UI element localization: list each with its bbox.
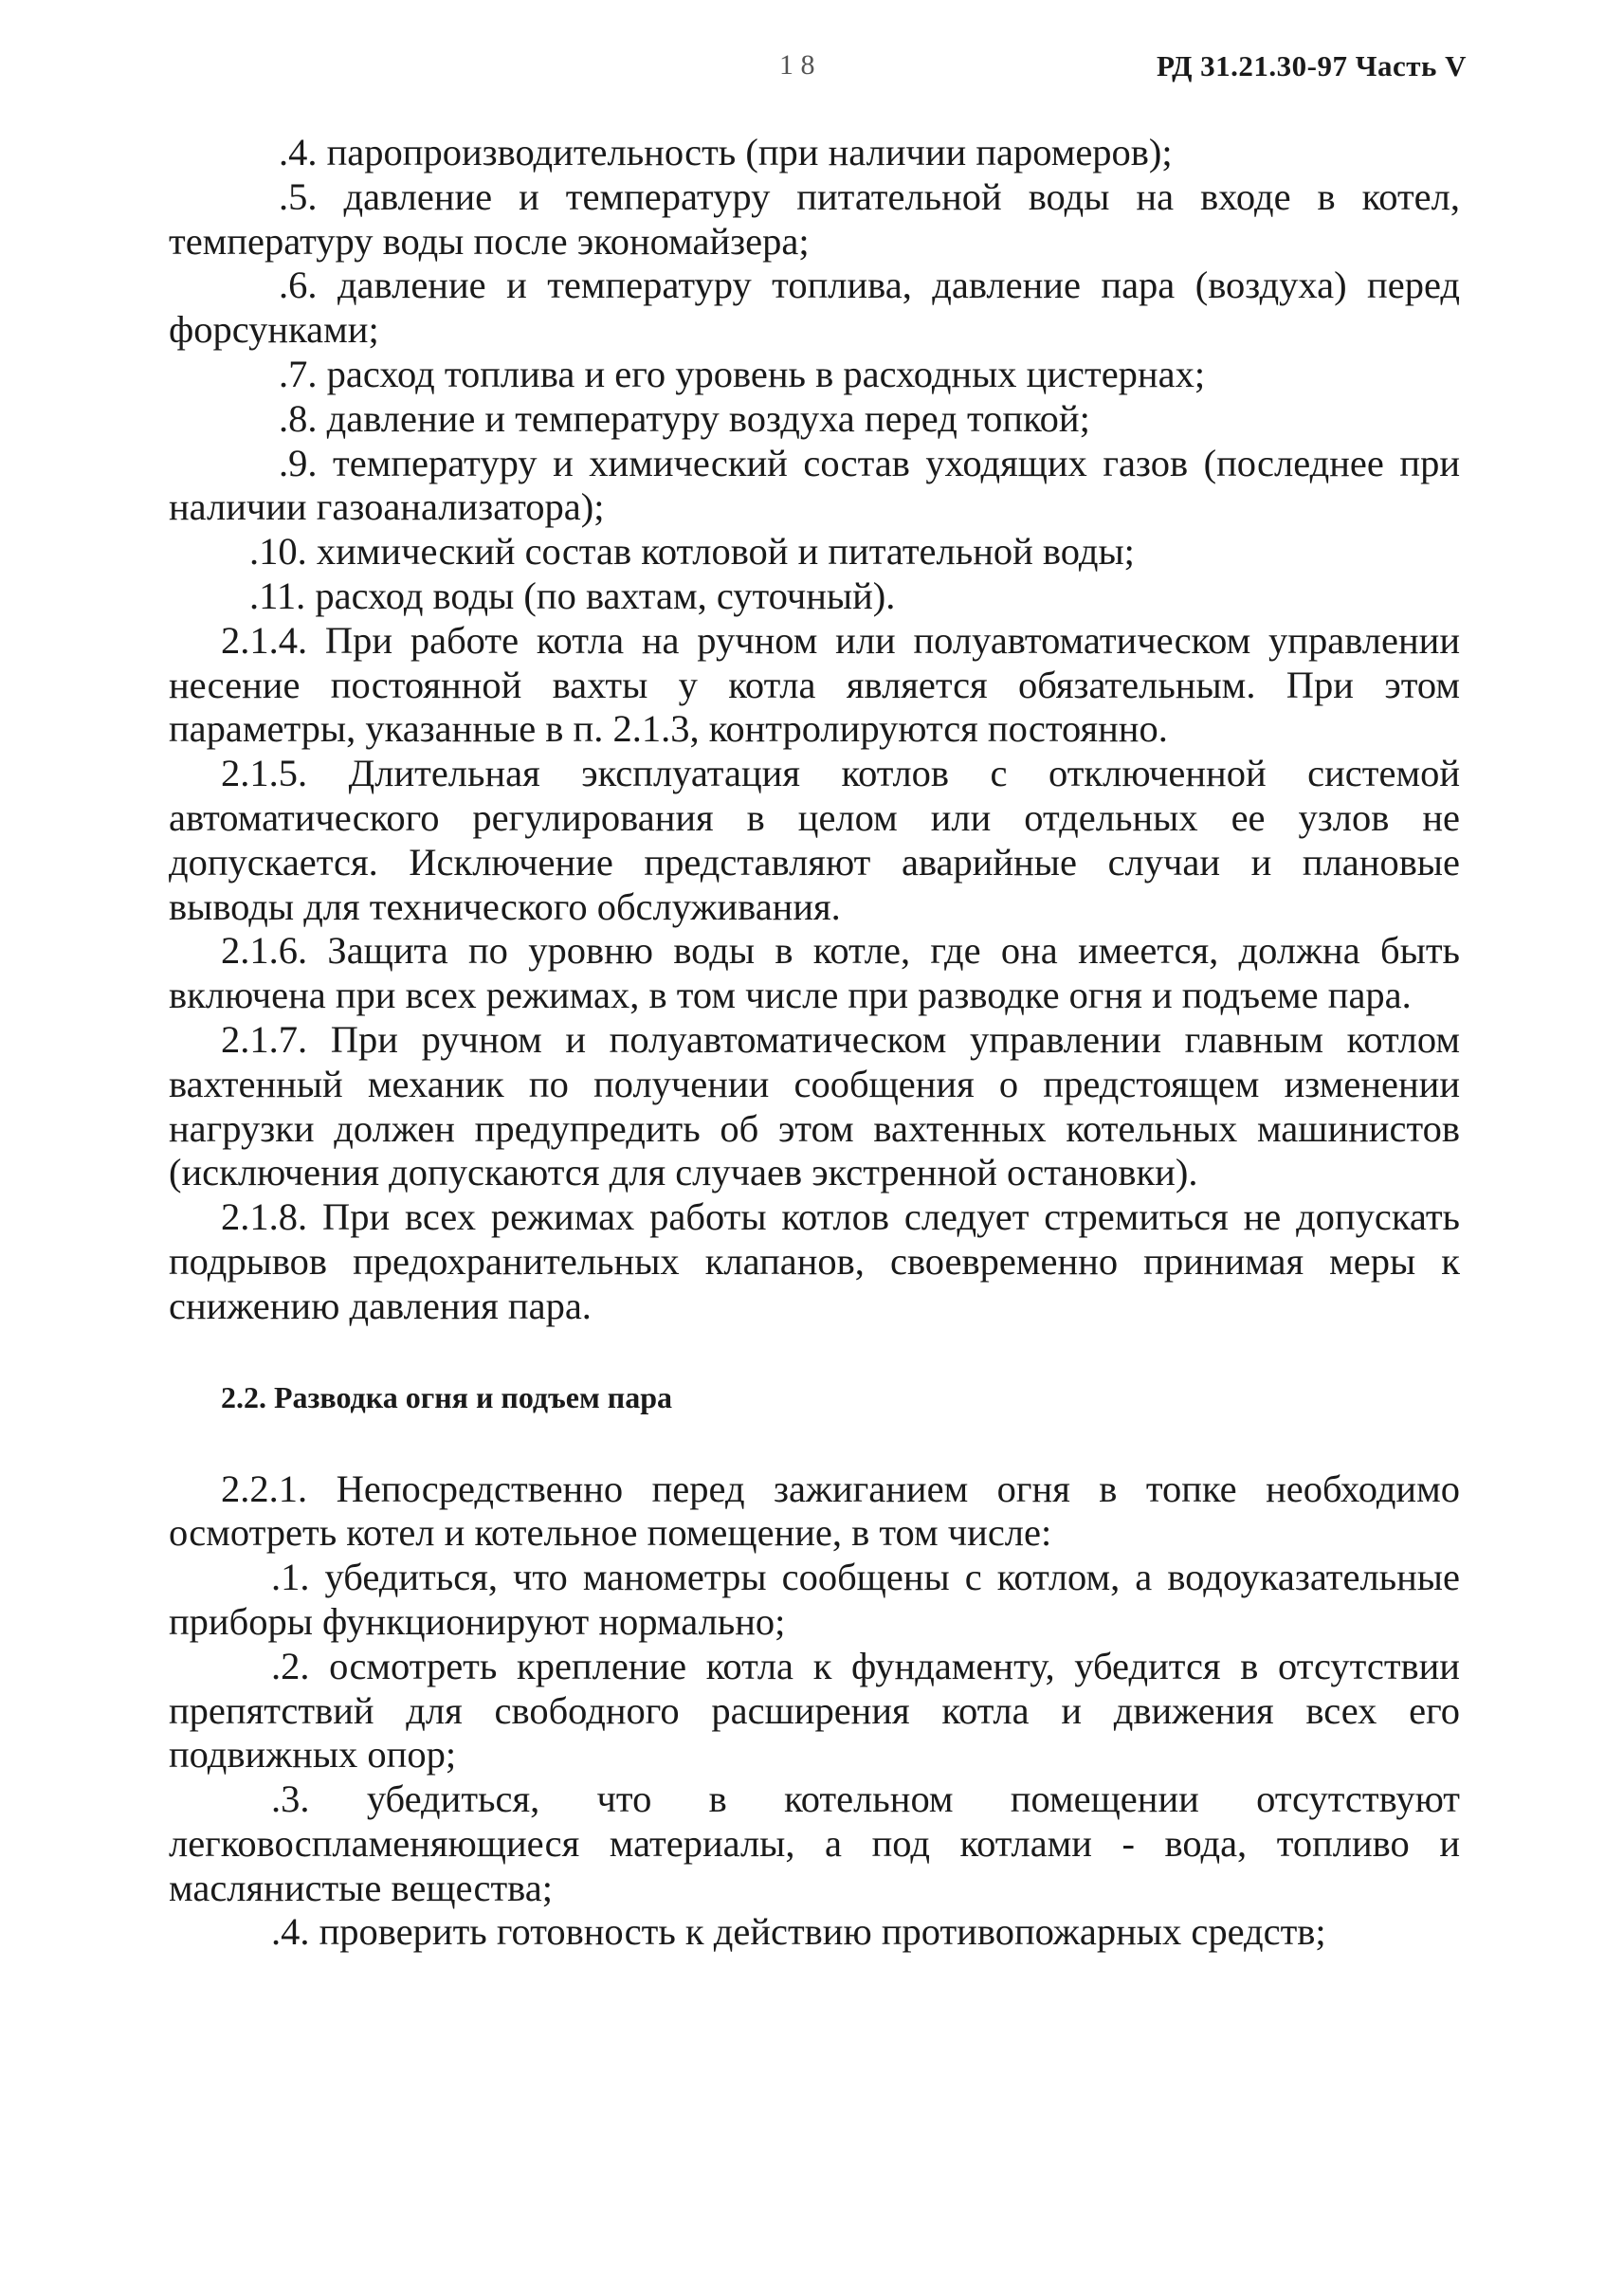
document-code: РД 31.21.30-97 Часть V bbox=[1156, 49, 1467, 82]
list-item: .6. давление и температуру топлива, давление пара (воздуха) перед форсунками; bbox=[169, 264, 1460, 352]
paragraph-2-1-6: 2.1.6. Защита по уровню воды в котле, где она имеется, должна быть включена при всех режимах, в том числе при разводке огня и подъеме пара. bbox=[169, 929, 1460, 1017]
section-heading: 2.2. Разводка огня и подъем пара bbox=[221, 1379, 672, 1414]
list-item: .4. проверить готовность к действию противопожарных средств; bbox=[271, 1910, 1326, 1954]
list-item: .10. химический состав котловой и питательной воды; bbox=[249, 530, 1135, 574]
list-item: .2. осмотреть крепление котла к фундаменту, убедится в отсутствии препятствий для свободного расширения котла и движения всех его подвижных опор; bbox=[169, 1644, 1460, 1777]
paragraph-2-1-8: 2.1.8. При всех режимах работы котлов следует стремиться не допускать подрывов предохранительных клапанов, своевременно принимая меры к снижению давления пара. bbox=[169, 1195, 1460, 1327]
page-number: 1 8 bbox=[779, 49, 815, 81]
page-header bbox=[0, 49, 1623, 87]
list-item: .5. давление и температуру питательной воды на входе в котел, температуру воды после экономайзера; bbox=[169, 174, 1460, 263]
paragraph-2-1-7: 2.1.7. При ручном и полуавтоматическом управлении главным котлом вахтенный механик по получении сообщения о предстоящем изменении нагрузки должен предупредить об этом вахтенных котельных машинистов (исключения допускаются для случаев экстренной остановки). bbox=[169, 1017, 1460, 1194]
document-body bbox=[169, 131, 1460, 1955]
list-item: .7. расход топлива и его уровень в расходных цистернах; bbox=[279, 352, 1206, 395]
paragraph-2-1-4: 2.1.4. При работе котла на ручном или полуавтоматическом управлении несение постоянной вахты у котла является обязательным. При этом параметры, указанные в п. 2.1.3, контролируются постоянно. bbox=[169, 618, 1460, 751]
list-item: .11. расход воды (по вахтам, суточный). bbox=[249, 574, 896, 617]
list-item: .8. давление и температуру воздуха перед топкой; bbox=[279, 396, 1090, 440]
list-item: .3. убедиться, что в котельном помещении отсутствуют легковоспламеняющиеся материалы, а под котлами - вода, топливо и маслянистые вещества; bbox=[169, 1777, 1460, 1909]
paragraph-2-1-5: 2.1.5. Длительная эксплуатация котлов с отключенной системой автоматического регулирования в целом или отдельных ее узлов не допускается. Исключение представляют аварийные случаи и плановые выводы для технического обслуживания. bbox=[169, 752, 1460, 928]
paragraph-2-2-1: 2.2.1. Непосредственно перед зажиганием огня в топке необходимо осмотреть котел и котельное помещение, в том числе: bbox=[169, 1467, 1460, 1555]
list-item: .9. температуру и химический состав уходящих газов (последнее при наличии газоанализатора); bbox=[169, 441, 1460, 529]
list-item: .4. паропроизводительность (при наличии паромеров); bbox=[279, 131, 1173, 173]
list-item: .1. убедиться, что манометры сообщены с котлом, а водоуказательные приборы функционируют нормально; bbox=[169, 1556, 1460, 1643]
